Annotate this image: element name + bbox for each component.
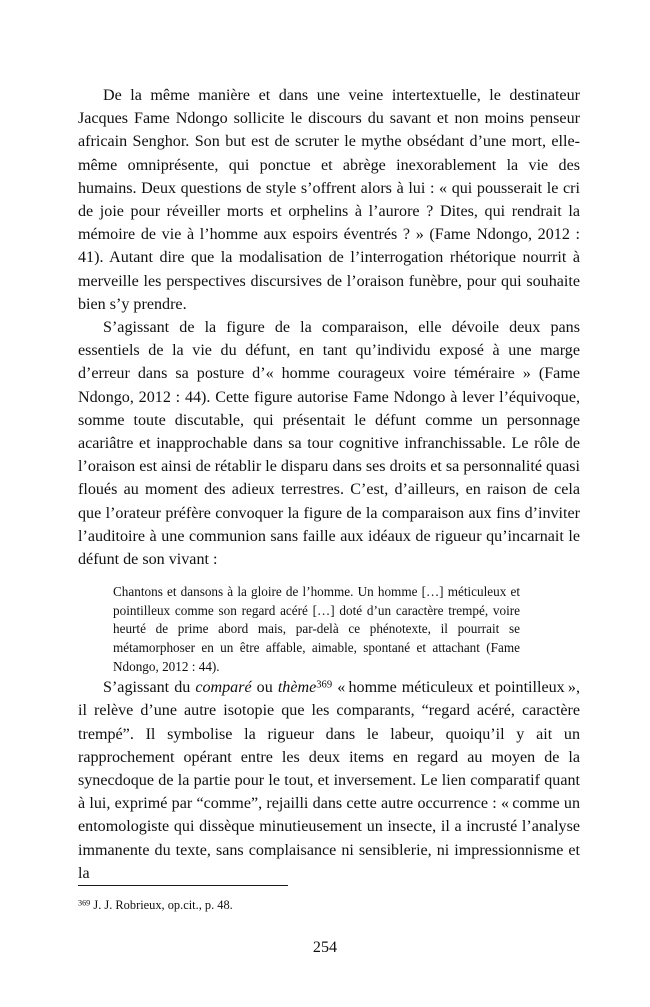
paragraph-3-italic-theme: thème bbox=[277, 679, 317, 697]
page-number: 254 bbox=[312, 939, 338, 956]
footnote-marker: 369 bbox=[78, 898, 91, 908]
paragraph-3-segment-3: « homme méticuleux et pointilleux », il relève d’une autre isotopie que les comparants, “regard acéré, caractère trempé”. Il symbolise la rigueur dans le labeur, quoiqu’il y ait un rapprochement opérant entre les deux items en regard au moyen de la synecdoque de la partie pour le tout, et inversement. Le lien comparatif quant à lui, exprimé par “comme”, rejailli dans cette autre occurrence : « comme un entomologiste qui dissèque minutieusement un insecte, il a incrusté l’analyse immanente du texte, sans complaisance ni sensiblerie, ni impressionnisme et la bbox=[78, 679, 580, 882]
paragraph-2: S’agissant de la figure de la comparaison, elle dévoile deux pans essentiels de la vie du défunt, en tant qu’individu exposé à une marge d’erreur dans sa posture d’« homme courageux voire téméraire » (Fame Ndongo, 2012 : 44). Cette figure autorise Fame Ndongo à lever l’équivoque, somme toute discutable, qui présentait le défunt comme un personnage acariâtre et inapprochable dans sa tour cognitive infranchissable. Le rôle de l’oraison est ainsi de rétablir le disparu dans ses droits et sa personnalité quasi floués au moment des adieux terrestres. C’est, d’ailleurs, en raison de cela que l’orateur préfère convoquer la figure de la comparaison aux fins d’inviter l’auditoire à une communion sans faille aux idéaux de rigueur qu’incarnait le défunt de son vivant : bbox=[78, 319, 580, 569]
paragraph-3-italic-compare: comparé bbox=[195, 679, 252, 697]
footnote-entry bbox=[78, 897, 580, 913]
footnote-reference-marker[interactable]: 369 bbox=[316, 679, 333, 691]
blockquote-citation: Chantons et dansons à la gloire de l’homme. Un homme […] méticuleux et pointilleux comme son regard acéré […] doté d’un caractère trempé, voire heurté de prime abord mais, par-delà ce phénotexte, il pourrait se métamorphoser en un être affable, aimable, spontané et attachant (Fame Ndongo, 2012 : 44). bbox=[113, 584, 520, 674]
text-column bbox=[78, 84, 580, 885]
footnote-text: J. J. Robrieux, op.cit., p. 48. bbox=[93, 898, 233, 912]
paragraph-3 bbox=[78, 676, 580, 885]
paragraph-3-segment-2: ou bbox=[251, 679, 278, 697]
paragraph-1: De la même manière et dans une veine intertextuelle, le destinateur Jacques Fame Ndongo sollicite le discours du savant et non moins penseur africain Senghor. Son but est de scruter le mythe obsédant d’une mort, elle-même omniprésente, qui ponctue et abrège inexorablement la vie des humains. Deux questions de style s’offrent alors à lui : « qui pousserait le cri de joie pour réveiller morts et orphelins à l’aurore ? Dites, qui rendrait la mémoire de vie à l’homme aux espoirs éventrés ? » (Fame Ndongo, 2012 : 41). Autant dire que la modalisation de l’interrogation rhétorique nourrit à merveille les perspectives discursives de l’oraison funèbre, pour qui souhaite bien s’y prendre. bbox=[78, 87, 580, 313]
paragraph-3-segment-1: S’agissant du bbox=[103, 679, 196, 697]
footnote-separator-rule bbox=[78, 885, 288, 886]
